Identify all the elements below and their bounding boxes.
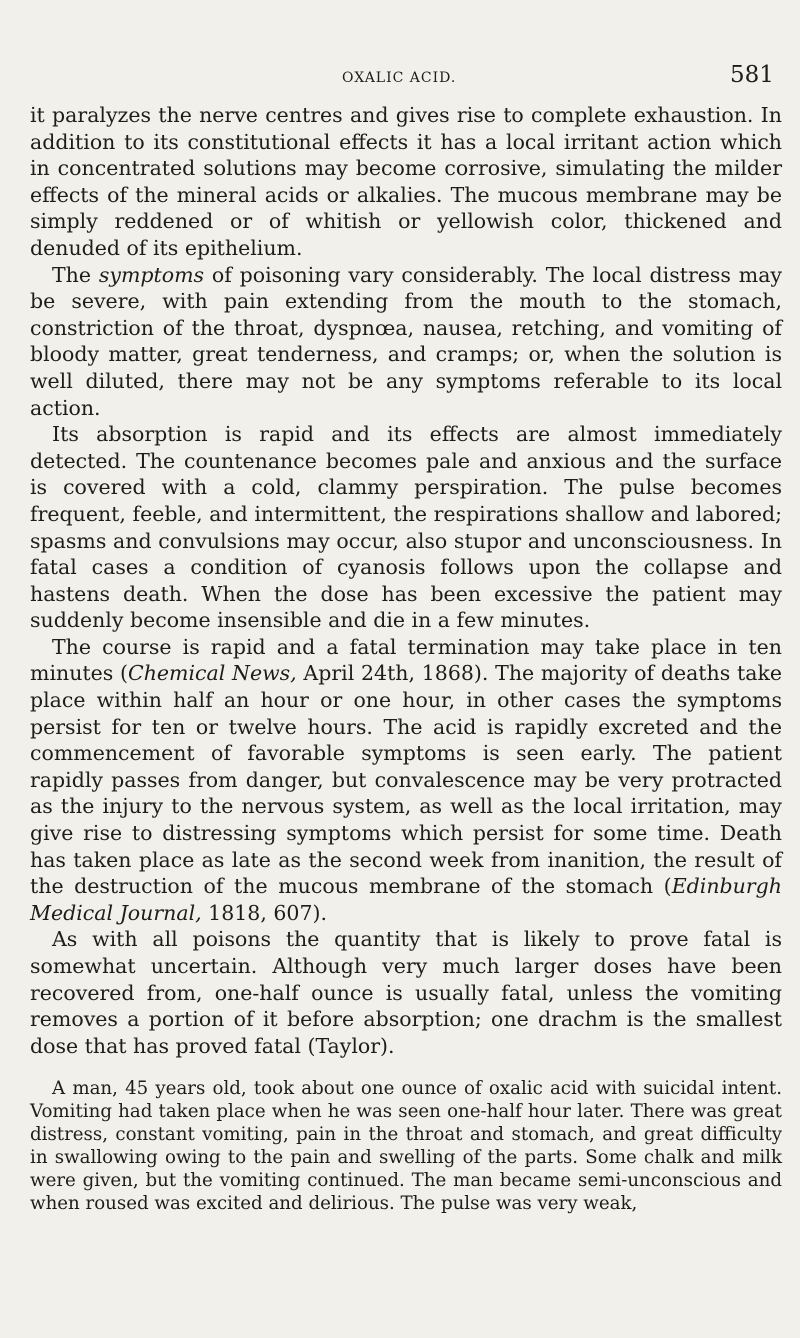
page-number: 581 [730, 62, 774, 88]
symptoms-term: symptoms [98, 262, 205, 287]
running-title: OXALIC ACID. [342, 70, 457, 86]
paragraph-dose: As with all poisons the quantity that is likely to prove fatal is somewhat uncertain. Although very much larger doses have been recovered from, one-half ounce is usually fatal, unless the vomiting removes a portion of it before absorption; one drachm is the smallest dose that has proved fatal (Taylor). [30, 927, 782, 1058]
course-text-end: 1818, 607). [201, 900, 328, 925]
course-text-middle: April 24th, 1868). The majority of deaths take place within half an hour or one hour, in other cases the symptoms persist for ten or twelve hours. The acid is rapidly excreted and the commencement of favorable symptoms is seen early. The patient rapidly passes from danger, but convalescence may be very protracted as the injury to the nervous system, as well as the local irritation, may give rise to distressing symptoms which persist for some time. Death has taken place as late as the second week from inanition, the result of the destruction of the mucous membrane of the stomach ( [30, 661, 782, 899]
paragraph-absorption: Its absorption is rapid and its effects are almost immediately detected. The countenance becomes pale and anxious and the surface is covered with a cold, clammy perspiration. The pulse becomes frequent, feeble, and intermittent, the respirations shallow and labored; spasms and convulsions may occur, also stupor and unconsciousness. In fatal cases a condition of cyanosis follows upon the collapse and hastens death. When the dose has been excessive the patient may suddenly become insensible and die in a few minutes. [30, 422, 782, 633]
paragraph-symptoms [30, 262, 782, 422]
paragraph-effects: it paralyzes the nerve centres and gives rise to complete exhaustion. In addition to its constitutional effects it has a local irritant action which in concentrated solutions may become corrosive, simulating the milder effects of the mineral acids or alkalies. The mucous membrane may be simply reddened or of whitish or yellowish color, thickened and denuded of its epithelium. [30, 103, 782, 260]
paragraph-course [30, 634, 782, 927]
course-text-start: The course is rapid and a fatal termination may take place in ten minutes ( [30, 634, 782, 686]
symptoms-text-rest: of poisoning vary considerably. The local distress may be severe, with pain extending from the mouth to the stomach, constriction of the throat, dyspnœa, nausea, retching, and vomiting of bloody matter, great tenderness, and cramps; or, when the solution is well diluted, there may not be any symptoms referable to its local action. [30, 262, 782, 420]
case-report [30, 1077, 782, 1215]
citation-edinburgh-journal: Edinburgh Medical Journal, [30, 874, 782, 925]
symptoms-text-start: The [52, 262, 99, 287]
body-text [30, 102, 782, 1215]
running-head [30, 62, 782, 102]
case-report-text: A man, 45 years old, took about one ounce of oxalic acid with suicidal intent. Vomiting had taken place when he was seen one-half hour later. There was great distress, constant vomiting, pain in the throat and stomach, and great difficulty in swallowing owing to the pain and swelling of the parts. Some chalk and milk were given, but the vomiting continued. The man became semi-unconscious and when roused was excited and delirious. The pulse was very weak, [30, 1078, 782, 1215]
citation-chemical-news: Chemical News, [128, 661, 297, 686]
